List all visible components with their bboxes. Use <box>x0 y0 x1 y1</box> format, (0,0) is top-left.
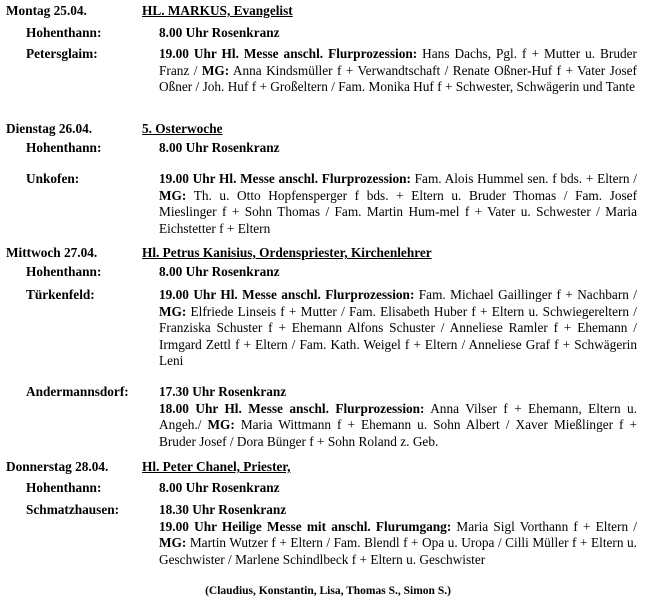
intentions: Elfriede Linseis f + Mutter / Fam. Elisabeth Huber f + Eltern u. Schwiegereltern / Franziska Schuster f + Ehemann Alfons Schuster / Anneliese Ramler f + Ehemann / Irmgard Zettl f + Eltern / Fam. Kath. Weigel f + Eltern / Anneliese Graf f + Schwägerin Leni <box>159 303 637 369</box>
intentions: Fam. Michael Gaillinger f + Nachbarn / <box>414 287 637 302</box>
intentions: Fam. Alois Hummel sen. f bds. + Eltern / <box>410 171 637 186</box>
service-lead: 18.00 Uhr Hl. Messe anschl. Flurprozession: <box>159 400 425 416</box>
intentions: Martin Wutzer f + Eltern / Fam. Blendl f + Opa u. Uropa / Cilli Müller f + Eltern u. Geschwister / Marlene Schindlbeck f + Eltern u. Geschwister <box>159 535 637 567</box>
mg-label: MG: <box>201 62 230 78</box>
service-time: 8.00 Uhr Rosenkranz <box>159 25 280 40</box>
day-heading <box>6 459 646 476</box>
intentions: Hans Dachs, Pgl. f + Mutter u. Bruder Franz / <box>159 46 637 78</box>
day-date: Dienstag 26.04. <box>6 121 93 136</box>
day-heading <box>6 245 646 262</box>
service-lead: 19.00 Uhr Heilige Messe mit anschl. Flurumgang: <box>159 518 452 534</box>
location-label: Hohenthann: <box>26 264 102 279</box>
rosary-time: 17.30 Uhr Rosenkranz <box>159 384 287 399</box>
intentions: Th. u. Otto Hopfensperger f bds. + Eltern u. Bruder Thomas / Fam. Josef Mieslinger f + Sohn Thomas / Fam. Martin Hum-mel f + Vater u. Schwester / Maria Eichstetter f + Eltern <box>159 187 637 236</box>
service-lead: 19.00 Uhr Hl. Messe anschl. Flurprozession: <box>159 46 418 61</box>
day-heading <box>6 3 646 20</box>
service-time: 8.00 Uhr Rosenkranz <box>159 480 280 495</box>
mg-label: MG: <box>159 535 187 551</box>
intentions: Maria Wittmann f + Ehemann u. Sohn Albert / Xaver Mießlinger f + Bruder Josef / Dora Bünger f + Sohn Roland z. Geb. <box>159 417 637 449</box>
day-heading <box>6 121 646 138</box>
service-entry <box>159 502 637 568</box>
day-title: HL. MARKUS, Evangelist <box>142 3 293 18</box>
service-time: 8.00 Uhr Rosenkranz <box>159 140 280 155</box>
mg-label: MG: <box>159 303 187 319</box>
day-date: Mittwoch 27.04. <box>6 245 98 260</box>
day-title: Hl. Peter Chanel, Priester, <box>142 459 291 474</box>
rosary-time: 18.30 Uhr Rosenkranz <box>159 502 287 517</box>
location-label: Hohenthann: <box>26 480 102 495</box>
day-date: Donnerstag 28.04. <box>6 459 109 474</box>
service-time: 8.00 Uhr Rosenkranz <box>159 264 280 279</box>
service-entry <box>159 384 637 450</box>
day-date: Montag 25.04. <box>6 3 87 18</box>
mg-label: MG: <box>159 187 187 203</box>
day-title: Hl. Petrus Kanisius, Ordenspriester, Kirchenlehrer <box>142 245 432 260</box>
location-label: Andermannsdorf: <box>26 384 129 399</box>
mg-label: MG: <box>207 417 235 433</box>
service-entry <box>159 46 637 96</box>
location-label: Unkofen: <box>26 171 80 186</box>
day-title: 5. Osterwoche <box>142 121 223 136</box>
intentions: Anna Kindsmüller f + Verwandtschaft / Renate Oßner-Huf f + Vater Josef Oßner / Joh. Huf f + Großeltern / Fam. Monika Huf f + Schwester, Schwägerin und Tante <box>159 62 637 95</box>
intentions: Maria Sigl Vorthann f + Eltern / <box>451 518 637 534</box>
service-lead: 19.00 Uhr Hl. Messe anschl. Flurprozession: <box>159 287 415 302</box>
intentions: Anna Vilser f + Ehemann, Eltern u. Angeh./ <box>159 400 637 433</box>
location-label: Schmatzhausen: <box>26 502 120 517</box>
altar-servers-note: (Claudius, Konstantin, Lisa, Thomas S., Simon S.) <box>205 585 451 597</box>
service-entry <box>159 171 637 237</box>
service-lead: 19.00 Uhr Hl. Messe anschl. Flurprozession: <box>159 171 411 186</box>
service-entry <box>159 287 637 370</box>
location-label: Hohenthann: <box>26 25 102 40</box>
location-label: Hohenthann: <box>26 140 102 155</box>
location-label: Türkenfeld: <box>26 287 95 302</box>
location-label: Petersglaim: <box>26 46 98 61</box>
